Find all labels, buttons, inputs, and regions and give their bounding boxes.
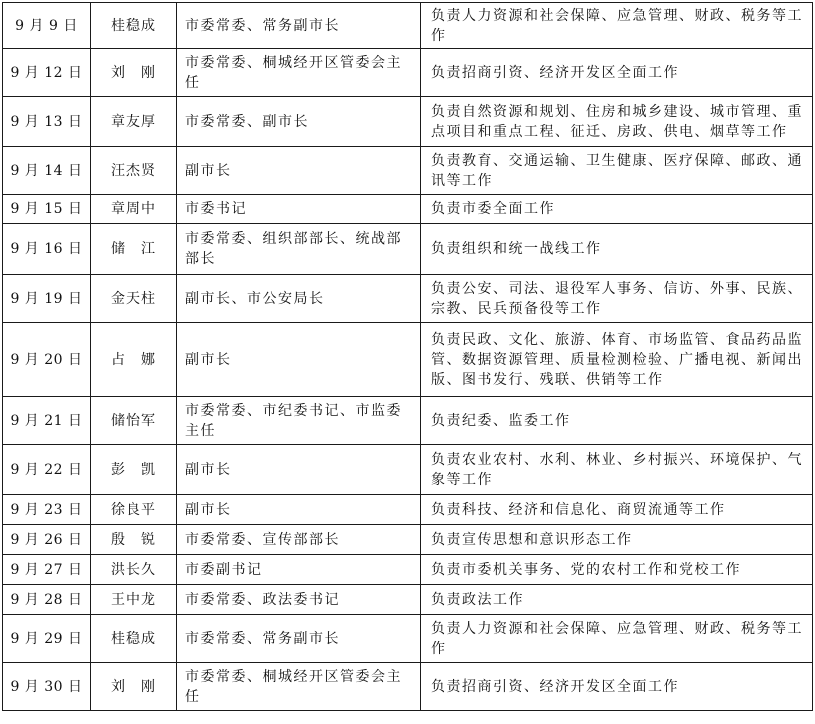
- position-text: 市委常委、宣传部部长: [185, 531, 340, 548]
- name-cell: [91, 397, 177, 445]
- date-text: 9 月 19 日: [10, 290, 83, 307]
- duties-cell: [421, 445, 813, 495]
- table-row: [3, 555, 813, 585]
- date-text: 9 月 22 日: [10, 461, 83, 478]
- name-text: 刘 刚: [111, 64, 156, 81]
- name-text: 章周中: [111, 201, 156, 217]
- name-cell: [91, 445, 177, 495]
- date-text: 9 月 20 日: [10, 351, 83, 368]
- name-text: 桂稳成: [111, 17, 156, 34]
- position-cell: [177, 495, 421, 525]
- position-text: 市委常委、桐城经开区管委会主任: [185, 668, 402, 705]
- table-row: [3, 97, 813, 147]
- position-cell: [177, 224, 421, 275]
- date-cell: [3, 555, 91, 585]
- name-text: 彭 凯: [111, 461, 156, 478]
- duties-cell: [421, 224, 813, 275]
- duties-text: 负责招商引资、经济开发区全面工作: [431, 64, 679, 81]
- table-row: [3, 49, 813, 97]
- name-cell: [91, 663, 177, 711]
- date-text: 9 月 12 日: [10, 64, 83, 81]
- duties-cell: [421, 49, 813, 97]
- position-text: 副市长: [185, 351, 232, 368]
- duties-cell: [421, 615, 813, 663]
- name-text: 储 江: [111, 241, 156, 257]
- name-text: 金天柱: [111, 290, 156, 307]
- duties-cell: [421, 195, 813, 224]
- name-cell: [91, 275, 177, 323]
- duties-text: 负责农业农村、水利、林业、乡村振兴、环境保护、气象等工作: [431, 451, 803, 488]
- date-cell: [3, 445, 91, 495]
- position-text: 市委副书记: [185, 561, 263, 578]
- name-text: 殷 锐: [111, 531, 156, 548]
- duties-cell: [421, 147, 813, 195]
- duties-text: 负责宣传思想和意识形态工作: [431, 531, 633, 548]
- date-text: 9 月 16 日: [10, 241, 83, 257]
- name-text: 桂稳成: [111, 630, 156, 647]
- duties-cell: [421, 397, 813, 445]
- name-cell: [91, 323, 177, 397]
- duties-text: 负责市委机关事务、党的农村工作和党校工作: [431, 561, 741, 578]
- position-cell: [177, 3, 421, 49]
- duties-text: 负责纪委、监委工作: [431, 412, 571, 429]
- date-cell: [3, 525, 91, 555]
- table-row: [3, 525, 813, 555]
- date-text: 9 月 26 日: [10, 531, 83, 548]
- name-cell: [91, 49, 177, 97]
- duties-text: 负责市委全面工作: [431, 201, 555, 217]
- date-text: 9 月 29 日: [10, 630, 83, 647]
- position-text: 市委书记: [185, 201, 247, 217]
- duties-text: 负责组织和统一战线工作: [431, 241, 602, 257]
- date-cell: [3, 195, 91, 224]
- duties-text: 负责政法工作: [431, 591, 524, 608]
- duties-text: 负责教育、交通运输、卫生健康、医疗保障、邮政、通讯等工作: [431, 152, 803, 189]
- position-cell: [177, 525, 421, 555]
- duties-text: 负责人力资源和社会保障、应急管理、财政、税务等工作: [431, 620, 803, 657]
- date-cell: [3, 397, 91, 445]
- name-text: 汪杰贤: [111, 162, 156, 179]
- date-cell: [3, 275, 91, 323]
- position-text: 副市长: [185, 162, 232, 179]
- position-cell: [177, 195, 421, 224]
- position-cell: [177, 615, 421, 663]
- date-cell: [3, 3, 91, 49]
- name-text: 储怡军: [111, 412, 156, 429]
- date-text: 9 月 14 日: [10, 162, 83, 179]
- duties-text: 负责公安、司法、退役军人事务、信访、外事、民族、宗教、民兵预备役等工作: [431, 280, 803, 317]
- table-row: [3, 195, 813, 224]
- position-cell: [177, 397, 421, 445]
- position-text: 副市长: [185, 461, 232, 478]
- name-text: 占 娜: [111, 351, 156, 368]
- duties-cell: [421, 663, 813, 711]
- name-text: 刘 刚: [111, 678, 156, 695]
- table-row: [3, 3, 813, 49]
- position-cell: [177, 97, 421, 147]
- position-cell: [177, 49, 421, 97]
- position-text: 市委常委、桐城经开区管委会主任: [185, 54, 402, 91]
- table-row: [3, 397, 813, 445]
- table-row: [3, 445, 813, 495]
- date-cell: [3, 147, 91, 195]
- position-text: 市委常委、常务副市长: [185, 630, 340, 647]
- position-cell: [177, 663, 421, 711]
- table-row: [3, 495, 813, 525]
- position-cell: [177, 275, 421, 323]
- table-row: [3, 275, 813, 323]
- duties-cell: [421, 495, 813, 525]
- date-cell: [3, 224, 91, 275]
- table-row: [3, 224, 813, 275]
- date-text: 9 月 13 日: [10, 113, 83, 130]
- duties-text: 负责科技、经济和信息化、商贸流通等工作: [431, 501, 726, 518]
- position-text: 市委常委、副市长: [185, 113, 309, 130]
- date-cell: [3, 49, 91, 97]
- name-cell: [91, 195, 177, 224]
- name-cell: [91, 3, 177, 49]
- table-row: [3, 323, 813, 397]
- position-text: 市委常委、组织部部长、统战部部长: [185, 231, 402, 267]
- name-text: 王中龙: [111, 591, 156, 608]
- date-text: 9 月 21 日: [10, 412, 83, 429]
- duties-text: 负责人力资源和社会保障、应急管理、财政、税务等工作: [431, 7, 803, 44]
- table-row: [3, 585, 813, 615]
- duties-cell: [421, 555, 813, 585]
- name-cell: [91, 585, 177, 615]
- duties-text: 负责自然资源和规划、住房和城乡建设、城市管理、重点项目和重点工程、征迁、房政、供电、烟草等工作: [431, 103, 803, 140]
- date-cell: [3, 323, 91, 397]
- name-cell: [91, 525, 177, 555]
- position-text: 副市长、市公安局长: [185, 290, 325, 307]
- date-text: 9 月 27 日: [10, 561, 83, 578]
- duties-cell: [421, 275, 813, 323]
- position-cell: [177, 585, 421, 615]
- position-cell: [177, 323, 421, 397]
- table-row: [3, 615, 813, 663]
- name-cell: [91, 147, 177, 195]
- schedule-table: [2, 2, 813, 711]
- date-text: 9 月 30 日: [10, 678, 83, 695]
- position-text: 市委常委、政法委书记: [185, 591, 340, 608]
- position-cell: [177, 555, 421, 585]
- name-cell: [91, 495, 177, 525]
- date-text: 9 月 9 日: [15, 17, 78, 34]
- position-text: 市委常委、常务副市长: [185, 17, 340, 34]
- name-text: 徐良平: [111, 501, 156, 518]
- date-cell: [3, 585, 91, 615]
- name-cell: [91, 224, 177, 275]
- duties-cell: [421, 585, 813, 615]
- date-cell: [3, 97, 91, 147]
- name-text: 章友厚: [111, 113, 156, 130]
- position-text: 市委常委、市纪委书记、市监委主任: [185, 402, 402, 439]
- position-cell: [177, 147, 421, 195]
- schedule-body: [3, 3, 813, 711]
- duties-cell: [421, 97, 813, 147]
- position-text: 副市长: [185, 501, 232, 518]
- date-text: 9 月 23 日: [10, 501, 83, 518]
- duties-cell: [421, 323, 813, 397]
- table-row: [3, 147, 813, 195]
- table-row: [3, 663, 813, 711]
- name-cell: [91, 97, 177, 147]
- date-cell: [3, 495, 91, 525]
- position-cell: [177, 445, 421, 495]
- date-text: 9 月 15 日: [10, 201, 83, 217]
- date-text: 9 月 28 日: [10, 591, 83, 608]
- name-cell: [91, 615, 177, 663]
- name-cell: [91, 555, 177, 585]
- date-cell: [3, 615, 91, 663]
- duties-text: 负责招商引资、经济开发区全面工作: [431, 678, 679, 695]
- duties-cell: [421, 525, 813, 555]
- duties-cell: [421, 3, 813, 49]
- duties-text: 负责民政、文化、旅游、体育、市场监管、食品药品监管、数据资源管理、质量检测检验、广播电视、新闻出版、图书发行、残联、供销等工作: [431, 331, 803, 388]
- name-text: 洪长久: [111, 561, 156, 578]
- date-cell: [3, 663, 91, 711]
